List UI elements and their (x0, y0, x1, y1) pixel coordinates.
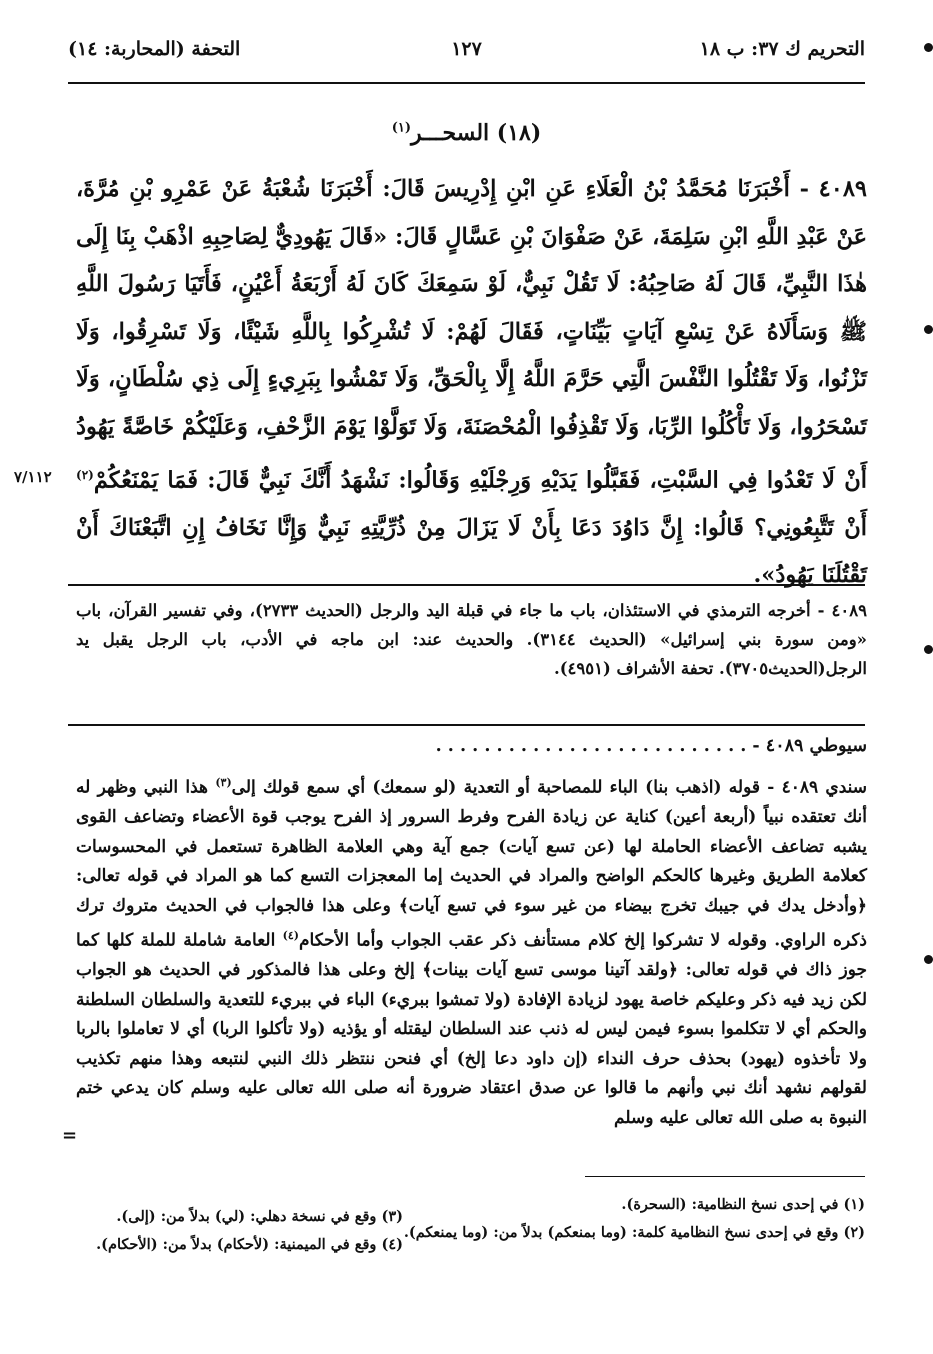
margin-bullet (924, 955, 933, 964)
header-tuhfa-ref: التحفة (المحاربة: ١٤) (68, 38, 241, 60)
margin-bullet (924, 43, 933, 52)
header-chapter-ref: التحريم ك ٣٧: ب ١٨ (699, 38, 865, 60)
takhrij-note: ٤٠٨٩ - أخرجه الترمذي في الاستئذان، باب ما جاء في قبلة اليد والرجل (الحديث ٢٧٣٣)، وفي تفسير القرآن، باب «ومن سورة بني إسرائيل» (الحديث ٣١٤٤). والحديث عند: ابن ماجه في الأدب، باب الرجل يقبل يد الرجل(الحديث٣٧٠٥). تحفة الأشراف (٤٩٥١). (76, 601, 867, 678)
hadith-text (76, 166, 867, 600)
sindi-note-ref-3: (٣) (215, 776, 232, 789)
suyuti-commentary: سيوطي ٤٠٨٩ - . . . . . . . . . . . . . . . . . . . . . . . . . . (435, 736, 867, 756)
sindi-text-2: هذا النبي وظهر له أنك تعتقده نبياً (أربعة أعين) كناية عن زيادة الفرح وفرط السرور إذ الفرح يوجب قوة الأعضاء وتضاعف القوى يشبه تضاعف الأعضاء الحاملة لها (عن تسع آيات) جمع آية وهي العلامة الظاهرة تستعمل في المحسوسات كعلامة الطريق وغيرها كالحكم الواضح والمراد في الحديث إما المعجزات التسع كما هو المراد في قوله تعالى: ﴿وأدخل يدك في جيبك تخرج بيضاء من غير سوء في تسع آيات﴾ وعلى هذا فالجواب في الحديث متروك ترك ذكره الراوي. وقوله لا تشركوا إلخ كلام مستأنف ذكر عقب الجواب وأما الأحكام (76, 777, 867, 951)
footnote-1: (١) في إحدى نسخ النظامية: (السحرة). (621, 1196, 865, 1213)
sindi-text-1: سندي ٤٠٨٩ - قوله (اذهب بنا) الباء للمصاحبة أو التعدية (لو سمعك) أي سمع قولك إلى (231, 777, 868, 798)
continuation-mark: = (62, 1125, 78, 1146)
header-rule (68, 82, 865, 84)
hadith-number: ٤٠٨٩ - (799, 176, 867, 202)
sindi-commentary (76, 768, 867, 1133)
running-header (60, 38, 873, 78)
margin-bullet (924, 645, 933, 654)
page-number: ١٢٧ (451, 38, 482, 60)
hadith-body-1: أَخْبَرَنَا مُحَمَّدُ بْنُ الْعَلَاءِ عَنِ ابْنِ إِدْرِيسَ قَالَ: أَخْبَرَنَا شُعْبَةُ عَنْ عَمْرِو بْنِ مُرَّةَ، عَنْ عَبْدِ اللَّهِ ابْنِ سَلِمَةَ، عَنْ صَفْوَانَ بْنِ عَسَّالٍ قَالَ: «قَالَ يَهُودِيٌّ لِصَاحِبِهِ اذْهَبْ بِنَا إِلَى هٰذَا النَّبِيِّ، قَالَ لَهُ صَاحِبُهُ: لَا تَقُلْ نَبِيٌّ، لَوْ سَمِعَكَ كَانَ لَهُ أَرْبَعَةُ أَعْيُنٍ، فَأَتَيَا رَسُولَ اللَّهِ ﷺ وَسَأَلَاهُ عَنْ تِسْعِ آيَاتٍ بَيِّنَاتٍ، فَقَالَ لَهُمْ: لَا تُشْرِكُوا بِاللَّهِ شَيْئًا، وَلَا تَسْرِقُوا، وَلَا تَزْنُوا، وَلَا تَقْتُلُوا النَّفْسَ الَّتِي حَرَّمَ اللَّهُ إِلَّا بِالْحَقِّ، وَلَا تَمْشُوا بِبَرِيءٍ إِلَى ذِي سُلْطَانٍ، وَلَا تَسْحَرُوا، وَلَا تَأْكُلُوا الرِّبَا، وَلَا تَقْذِفُوا الْمُحْصَنَةَ، وَلَا تَوَلَّوْا يَوْمَ الزَّحْفِ، وَعَلَيْكُمْ خَاصَّةً يَهُودُ أَنْ لَا تَعْدُوا فِي السَّبْتِ، فَقَبَّلُوا يَدَيْهِ وَرِجْلَيْهِ وَقَالُوا: نَشْهَدُ أَنَّكَ نَبِيٌّ قَالَ: فَمَا يَمْنَعُكُمْ (76, 176, 867, 494)
chapter-title-text: (١٨) السحـــر (411, 120, 542, 146)
footnote-rule (585, 1176, 865, 1177)
chapter-title (0, 120, 933, 146)
footnote-3: (٣) وقع في نسخة دهلي: (لي) بدلاً من: (إلى). (116, 1208, 403, 1225)
margin-bullet (924, 325, 933, 334)
sindi-text-3: العامة شاملة للملة كلها كما جوز ذاك في قوله تعالى: ﴿ولقد آتينا موسى تسع آيات بينات﴾ إلخ وعلى هذا فالمذكور في الحديث هو الجواب لكن زيد فيه ذكر وعليكم خاصة يهود لزيادة الإفادة (ولا تمشوا ببريء) الباء في ببريء للتعدية والسلطان السلطنة والحكم أي لا تتكلموا بسوء فيمن ليس له ذنب عند السلطان ليقتله أو يؤذيه (ولا تأكلوا الربا) أي لا تعاملوا بالربا ولا تأخذوه (يهود) بحذف حرف النداء (إن داود دعا إلخ) أي فنحن ننتظر ذلك النبي لنتبعه وهذا منهم تكذيب لقولهم نشهد أنك نبي وأنهم ما قالوا عن صدق اعتقاد ضرورة أنه صلى الله تعالى عليه وسلم كان يدعي ختم النبوة به صلى الله تعالى عليه وسلم (76, 930, 867, 1128)
margin-reference: ٧/١١٢ (14, 468, 52, 486)
section-rule (68, 584, 865, 586)
footnote-2: (٢) وقع في إحدى نسخ النظامية كلمة: (وما بمنعكم) بدلاً من: (وما يمنعكم). (403, 1224, 865, 1241)
chapter-note-ref: (١) (391, 120, 412, 136)
hadith-body-2: أَنْ تَتَّبِعُونِي؟ قَالُوا: إِنَّ دَاوُدَ دَعَا بِأَنْ لَا يَزَالَ مِنْ ذُرِّيَّتِهِ نَبِيٌّ وَإِنَّا نَخَافُ إِنِ اتَّبَعْنَاكَ أَنْ تَقْتُلَنَا يَهُودُ». (76, 514, 867, 589)
hadith-note-ref: (٢) (76, 467, 94, 482)
commentary-rule (68, 724, 865, 726)
sindi-note-ref-4: (٤) (282, 929, 300, 943)
footnote-4: (٤) وقع في الميمنية: (لأحكام) بدلاً من: (الأحكام). (96, 1236, 403, 1253)
